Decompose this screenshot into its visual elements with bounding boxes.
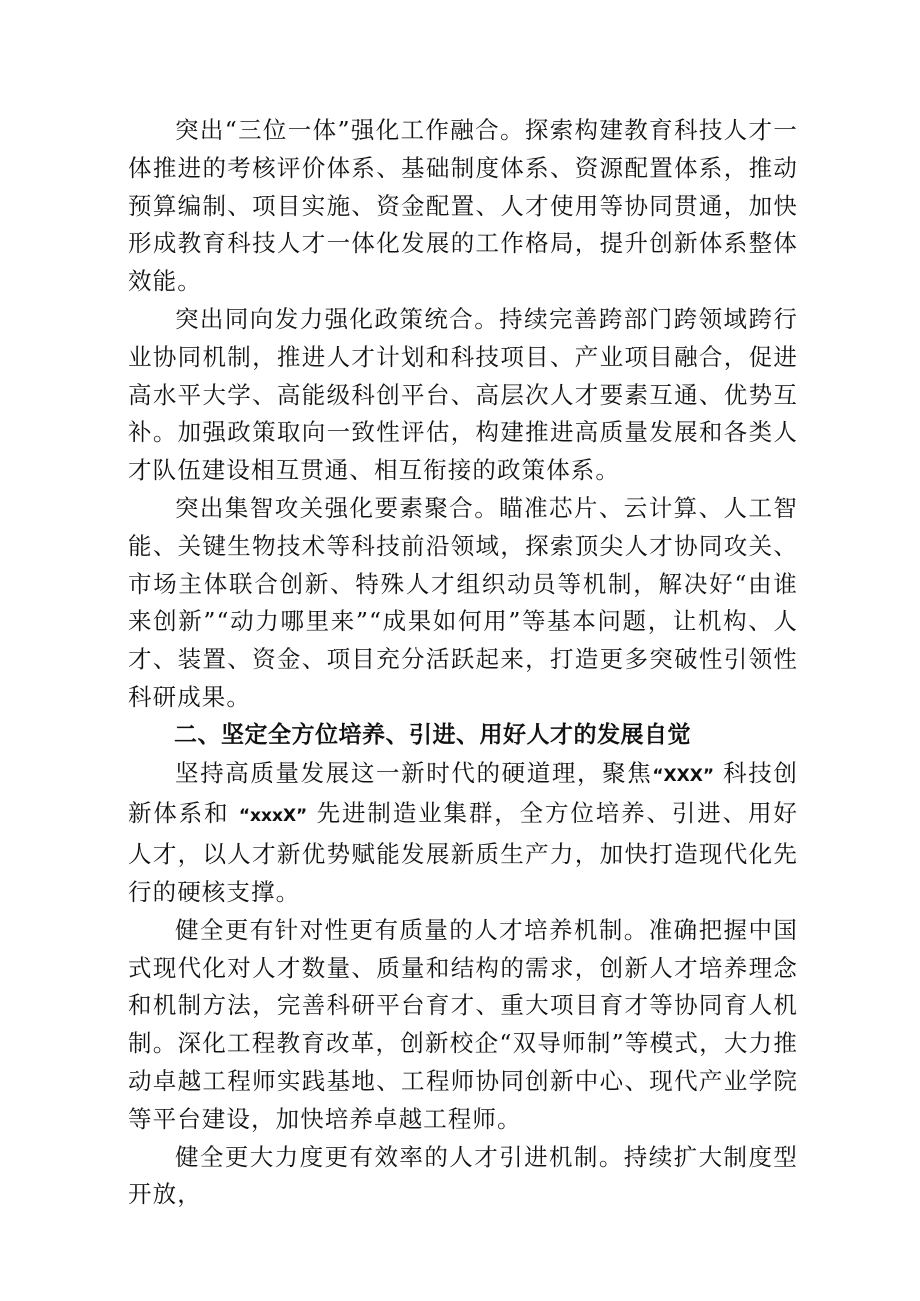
document-body <box>128 112 798 1214</box>
intro-text-3: 先进制造业集群，全方位培养、引进、用好人才，以人才新优势赋能发展新质生产力，加快打造现代化先行的硬核支撑。 <box>128 799 798 906</box>
placeholder-text-2: “xxxX” <box>238 806 308 827</box>
paragraph-talent-introduction: 健全更大力度更有效率的人才引进机制。持续扩大制度型开放， <box>128 1142 798 1209</box>
section-heading-two: 二、坚定全方位培养、引进、用好人才的发展自觉 <box>174 721 691 748</box>
intro-text-2: 科技创新体系和 <box>128 758 798 828</box>
paragraph-policy-coordination: 突出同向发力强化政策统合。持续完善跨部门跨领域跨行业协同机制，推进人才计划和科技项目、产业项目融合，促进高水平大学、高能级科创平台、高层次人才要素互通、优势互补。加强政策取向一致性评估，构建推进高质量发展和各类人才队伍建设相互贯通、相互衔接的政策体系。 <box>128 304 798 485</box>
paragraph-element-aggregation: 突出集智攻关强化要素聚合。瞄准芯片、云计算、人工智能、关键生物技术等科技前沿领域，探索顶尖人才协同攻关、市场主体联合创新、特殊人才组织动员等机制，解决好“由谁来创新”“动力哪里来”“成果如何用”等基本问题，让机构、人才、装置、资金、项目充分活跃起来，打造更多突破性引领性科研成果。 <box>128 493 798 711</box>
paragraph-talent-cultivation: 健全更有针对性更有质量的人才培养机制。准确把握中国式现代化对人才数量、质量和结构的需求，创新人才培养理念和机制方法，完善科研平台育才、重大项目育才等协同育人机制。深化工程教育改革，创新校企“双导师制”等模式，大力推动卓越工程师实践基地、工程师协同创新中心、现代产业学院等平台建设，加快培养卓越工程师。 <box>128 915 798 1133</box>
paragraph-development-intro <box>128 755 798 912</box>
paragraph-three-in-one: 突出“三位一体”强化工作融合。探索构建教育科技人才一体推进的考核评价体系、基础制度体系、资源配置体系，推动预算编制、项目实施、资金配置、人才使用等协同贯通，加快形成教育科技人才一体化发展的工作格局，提升创新体系整体效能。 <box>128 116 798 296</box>
placeholder-text-1: “XXX” <box>652 765 715 786</box>
intro-text-1: 坚持高质量发展这一新时代的硬道理，聚焦 <box>175 758 653 787</box>
